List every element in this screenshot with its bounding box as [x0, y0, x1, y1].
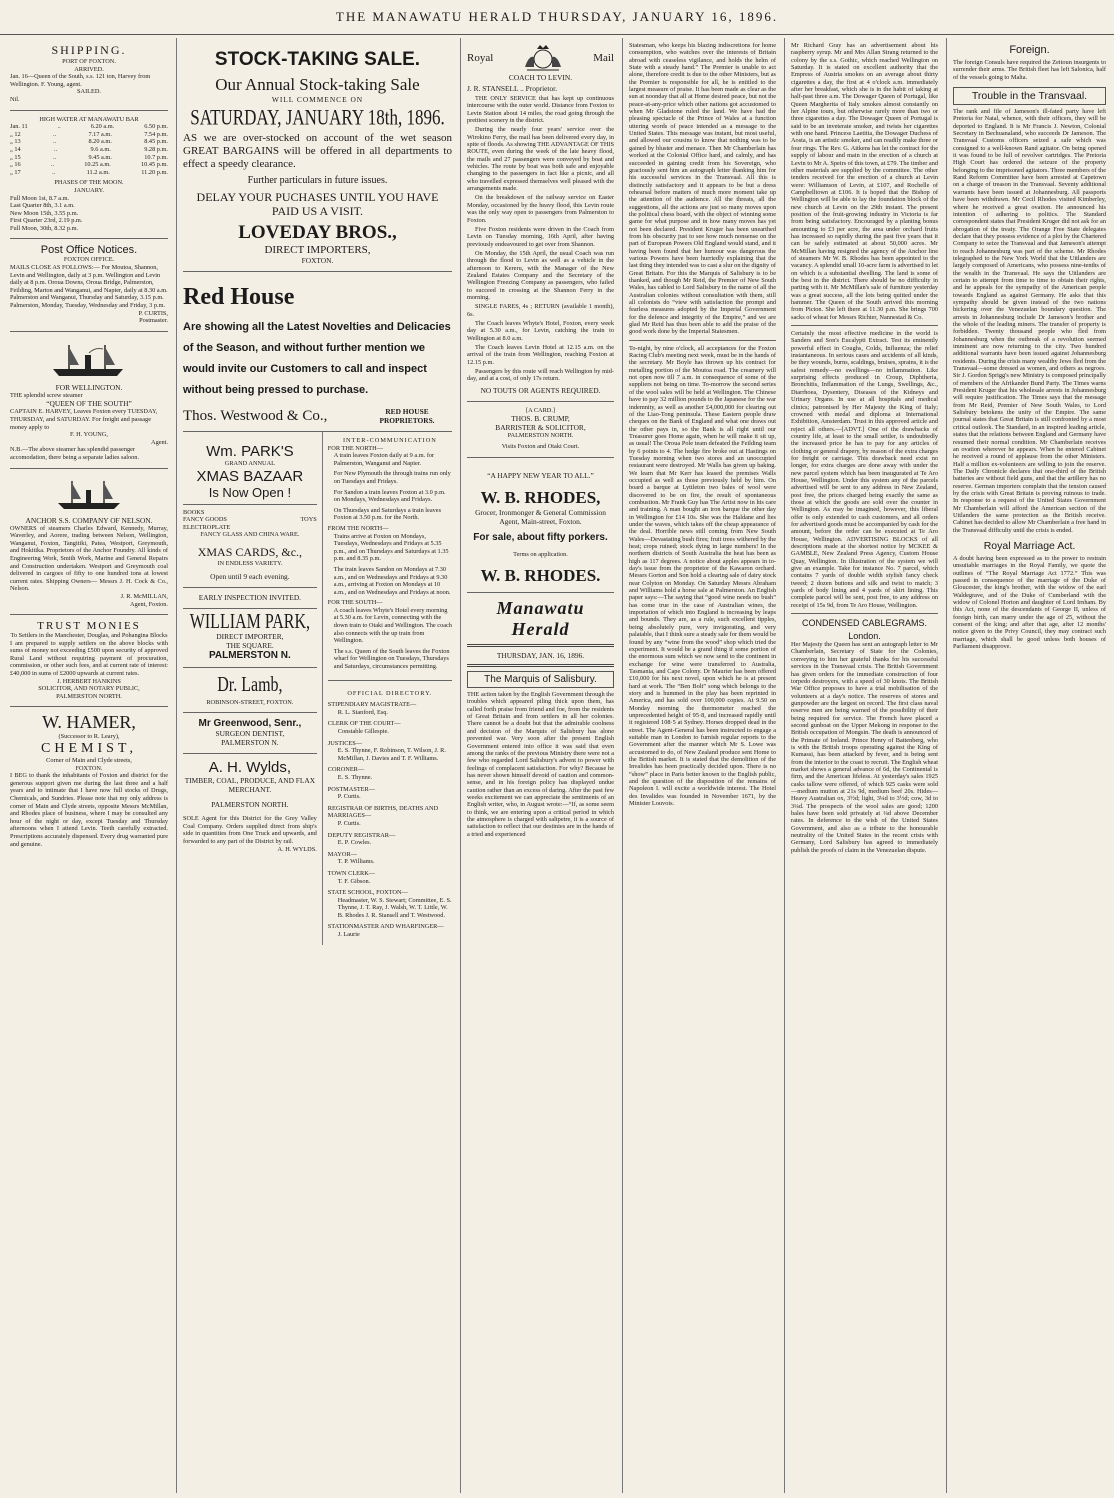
park-toys: TOYS	[300, 516, 317, 524]
park-name: Wm. PARK'S	[206, 443, 294, 460]
marquis-text: THE action taken by the English Government through the troubles which appeared piling thick upon them, has called forth praise from friend and foe, from the residents of Great Britain and from settlers in all her colonies. There cannot be a doubt but that the admirable coolness and decision of the Marquis of Salisbury has alone prevented war. Very soon after the present English Government entered into office it was said that even among the ranks of the previous Ministry there were not a few who regarded Lord Salisbury's advent to power with feelings of complacent satisfaction. For why? Because he has never shown himself devoid of caution and common-sense, and in his foreign policy has displayed undue caution rather than an excess of daring. After the past few weeks excitement we can appreciate the sentiments of an English writer, who, in August wrote:—“If, as some seem to think, we are entering upon a critical period in which the atmosphere is charged with saltpetre, it is a source of satisfaction to reflect that our destinies are in the hands of a tried and experienced	[467, 691, 614, 838]
tide-pm: 9.28 p.m.	[144, 145, 168, 153]
trust-title: TRUST MONIES	[37, 620, 141, 633]
wellington-ship: “QUEEN OF THE SOUTH”	[46, 399, 132, 409]
local-news: To-night, by nine o'clock, all acceptances for the Foxton Racing Club's meeting next week, must be in the hands of the secretary. Mr Boyle has thrown up his contract for metalling portion of the Moutoa road. The creamery will not open now till 7 a.m. in consequence of some of the suppliers not being on time. To-morrow the second series of the wool sales will be held at Wellington. The Chinese have to pay 32 million pounds to the Japanese for the war indemnity, as well as another £4,000,000 for clearing out of the Liao-Tong peninsula. These Eastern people draw cheques on the Bank of England and what one draws out the other pays in, so the Bank is all right until our Treasurer goes Home again, when he will make it sit up, as usual! The Oroua Pole team defeated the Feilding team by 6 points to 4. The hedge fire broke out at Hastings on Tuesday morning when two stores and an unoccupied restaurant were destroyed. Mr Walls has given up baking. We learn that Mr Kerr has leased the premises Walls occupied as well as those previously held by him. On board a barque at Lyttleton two bales of wool were discovered to be on fire, the result of spontaneous combustion. Mr Frank Guy has The Artist now in his care and training. A man bought an iron barque the other day in Wellington for £14 10s. She was the Haldane and lies under the waves, which takes off the cheap appearance of the deal. Horrible news still coming from New South Wales—Devastating bush fires; fruit trees withered by the heat; crops ruined; stock dying in large numbers! In the northern districts of South Australia the heat has been as high as 117 degrees. A notice about apples appears in to-day's issue from the proprietor of the Kawaron orchard. Messrs Gorton and Son hold a clearing sale of dairy stock near Colyton on Monday. On Saturday Messrs Abraham and Williams hold a horse sale at Palmerston. An English paper says:—The saying that “good wine needs no bush” has come true in the case of Australian wines, the importation of which into England is increasing by leaps and bounds. They are, as a rule, such excellent tipples, being absolutely pure, very invigorating, and very palatable, that I think sure a steady sale for them would be found by any “wine from the wood” shop which tried the experiment. It would be a grand thing if some portion of the enormous sum which we now send to the continent in exchange for wine were transferred to Australia, Tasmania, and Cape Colony. Dr Maurier has been offered £10,000 for his next novel, upon which he is at present hard at work. The “Ben Bolt” song which belongs to the story and is hummed in the play has been reprinted in America, and has sold over 100,000 copies. At 9.50 on Monday morning the thermometer reached the unprecedented height of 95·8, and increased rapidly until it registered 108·5 at Sydney. Horses dropped dead in the street. The Agent-General has been instructed to engage a suitable man in London to furnish regular reports to the Government after the manner which Mr S. Lowe was accustomed to do, of New Zealand produce sent Home to the British market. It is stated that the demolition of the Invalides has been practically decided upon. There is no “show” place in Paris better known to the English public, and the question of the disposition of the remains of Napoleon I. will excite a worldwide interest. The Hotel des Invalides was founded in November 1671, by the Minister Louvois.	[629, 344, 776, 808]
inter-south-label: FOR THE SOUTH—	[327, 599, 383, 607]
inter-item: A coach leaves Whyte's Hotel every morning at 5.30 a.m. for Levin, connecting with the down train to Otaki and Wellington. The coach also connects with the up train from Wellington.	[333, 606, 452, 645]
wellington-agent-role: Agent.	[151, 438, 168, 446]
tide-am: 9.45 a.m.	[88, 153, 112, 161]
wpark-town: PALMERSTON N.	[208, 649, 291, 661]
greenwood-town: PALMERSTON N.	[221, 738, 279, 748]
hamer-sub: (Successor to R. Leary),	[58, 733, 120, 741]
moon-item: Last Quarter 8th, 3.1 a.m.	[10, 202, 75, 210]
official-list	[328, 701, 452, 938]
tide-day: „ 14	[10, 145, 21, 153]
wpark-name: WILLIAM PARK,	[189, 610, 311, 633]
cable-title: CONDENSED CABLEGRAMS.	[801, 618, 928, 629]
royal-mail-ad	[467, 38, 614, 402]
tide-dots: ..	[57, 123, 61, 131]
tide-row	[10, 154, 168, 162]
tide-dots: ..	[50, 161, 55, 169]
tide-row	[10, 161, 168, 169]
inter-item: The s.s. Queen of the South leaves the Foxton wharf for Wellington on Tuesdays, Thursdays and Saturdays, circumstances permitting.	[333, 647, 450, 671]
stock-text: AS we are over-stocked on account of the wet season GREAT BARGAINS will be offered in all departments to effect a speedy clearance.	[183, 132, 452, 170]
foreign-title: Foreign.	[1009, 44, 1050, 56]
trouble-title: Trouble in the Transvaal.	[953, 87, 1106, 105]
official-role: STIPENDIARY MAGISTRATE—	[327, 701, 417, 709]
tide-pm: 6.50 p.m.	[144, 123, 168, 131]
crump-ad	[467, 402, 614, 458]
park-glass: FANCY GLASS AND CHINA WARE.	[200, 531, 300, 539]
moon-item: Full Moon 1st, 8.7 a.m.	[10, 194, 70, 202]
post-title: Post Office Notices.	[40, 244, 138, 257]
tide-pm: 8.45 p.m.	[144, 138, 168, 146]
trust-text: I am prepared to supply settlers on the above blocks with sums of money not exceeding £500 upon security of approved Rural Land without requiring payment of procuration, commission, or other such fees, and at current rate of interest: £40,000 in sums of £2000 upwards at current rates.	[10, 639, 168, 678]
stock-sub: Our Annual Stock-taking Sale	[215, 75, 420, 94]
inter-north-label: FOR THE NORTH—	[327, 444, 383, 452]
anchor-role: Agent, Foxton.	[130, 600, 168, 608]
official-directory	[328, 681, 452, 945]
official-holder: P. Curtis.	[337, 793, 361, 801]
moon-title: PHASES OF THE MOON.	[54, 179, 124, 187]
post-office: FOXTON OFFICE.	[63, 256, 115, 264]
shipping-title: SHIPPING.	[51, 43, 127, 57]
official-role: POSTMASTER—	[327, 785, 376, 793]
inter-item: Trains arrive at Foxton on Mondays, Tuesdays, Wednesdays and Fridays at 5.35 p.m., and on Thursdays and Saturdays at 1.35 p.m. and 8.35 p.m.	[333, 532, 449, 563]
park-cards: XMAS CARDS, &c.,	[197, 544, 303, 559]
official-holder: E. S. Thynne.	[337, 773, 373, 781]
anchor-title: ANCHOR S.S. COMPANY OF NELSON.	[25, 515, 153, 525]
tide-title: HIGH WATER AT MANAWATU BAR	[39, 115, 139, 123]
wellington-agent: F. H. YOUNG,	[70, 431, 108, 439]
inter-item: A train leaves Foxton daily at 9 a.m. for Palmerston, Wanganui and Napier.	[333, 452, 435, 467]
wellington-text: THE splendid screw steamer	[10, 391, 83, 399]
arrived-label: ARRIVED.	[74, 65, 104, 73]
official-holder: Constable Gillespie.	[337, 728, 389, 735]
wellington-title: FOR WELLINGTON.	[55, 382, 123, 392]
tide-day: „ 17	[10, 168, 21, 176]
coach-paragraph: Passengers by this route will reach Wellington by mid-day, and at a cost, of only 17s return.	[467, 368, 614, 383]
crump-visits: Visits Foxton and Otaki Court.	[501, 442, 580, 450]
porkers-text: For sale, about fifty porkers.	[473, 531, 608, 543]
anchor-text: OWNERS of steamers Charles Edward, Kennedy, Murray, Waverley, and Aorere, trading between Nelson, Wellington, Wanganui, Foxton, Tangitiki, Patea, Westport, Greymouth, and Hokitika. Proprietors of the Anchor Foundry. All kinds of Engineering Work, Smith Work, Marine and General Repairs and Construction undertaken. Westport and Greymouth coal delivered in cargoes of fifty to one hundred tons at lowest current rates. Shipping Owners— Messrs J. H. Cock & Co., Nelson.	[10, 524, 168, 593]
official-role: STATE SCHOOL, FOXTON—	[327, 889, 408, 897]
coach-paragraph: The Coach leaves Whyte's Hotel, Foxton, every week day at 5.30 a.m., for Levin, catching the train to Wellington at 8.0 a.m.	[467, 319, 614, 342]
red-house-text: Are showing all the Latest Novelties and Delicacies of the Season, and without further mention we would invite our Customers to call and inspect without being pressed to purchase.	[183, 321, 451, 396]
official-title: OFFICIAL DIRECTORY.	[347, 689, 433, 697]
trust-sign: J. HERBERT HANKINS	[57, 677, 121, 685]
stock-delay: DELAY YOUR PUCHASES UNTIL YOU HAVE PAID US A VISIT.	[196, 190, 439, 218]
tide-dots: ..	[52, 130, 57, 138]
rhodes-name: W. B. RHODES,	[480, 487, 601, 507]
official-holder: E. P. Cowles.	[337, 839, 372, 847]
marriage-title: Royal Marriage Act.	[983, 539, 1076, 552]
lamb-name: Dr. Lamb,	[217, 673, 283, 696]
official-role: CLERK OF THE COURT—	[327, 720, 401, 728]
tide-pm: 7.54 p.m.	[144, 130, 168, 138]
sailed-text: Nil.	[10, 95, 20, 103]
column-6	[946, 38, 1112, 1493]
tide-row	[10, 138, 168, 146]
newspaper-masthead: THE MANAWATU HERALD THURSDAY, JANUARY 16, 1896.	[0, 0, 1114, 35]
park-early: EARLY INSPECTION INVITED.	[183, 588, 317, 609]
red-house-firm-right: RED HOUSE PROPRIETORS.	[379, 407, 435, 425]
inter-item: On Thursdays and Saturdays a train leaves Foxton at 3.50 p.m. for the North.	[333, 506, 442, 522]
tide-day: Jan. 11	[10, 123, 28, 131]
official-role: REGISTRAR OF BIRTHS, DEATHS AND MARRIAGES—	[327, 804, 439, 820]
editorial-continued: Statesman, who keeps his blazing indiscretions for home consumption, who watches over the interests of Britain abroad with ceaseless vigilance, and holds the helm of State with a steady hand.” The Premier is unable to act alone, therefore credit is due to the other Ministers, but as the Premier is responsible for all, he is entitled to the largest measure of praise. It has been made as clear as the sun at noonday that all at Home desired peace, but not the peace-at-any-price which other nations got accustomed to when Mr Gladstone ruled the land. We have had the pleasing spectacle of the Prince of Wales at a function uttering words of peace intended as a message to the United States. This message was instant, but most useful, and allowed our cousins to know that nothing was to be gained by bluster and menace. Then Mr Chamberlain has worked at the Colonial Office hard, and calmly, and has succeeded in gaining credit from his Sovereign, who graciously sent him an autograph letter thanking him for his successful services in the Transvaal. All this is distinctly satisfactory and it appears to be but a dress rehearsal before matters of much more moment take up the attention of the audience. All the threats, all the suggestions, all the actions are just so many moves upon the political chess board, with the object of winning some game for what purpose and in how many moves has yet not been declared. President Kruger has been unearthed from his obscurity just to see how much nonsense on the part of European Powers Old England would stand, and it having been found that her humour was dangerous the various Powers have been hurriedly explaining that the last thing they intended was to cast a slur on the dignity of Great Britain. For this the Marquis of Salisbury is to be thanked, and though Mr Reid, the Premier of New South Wales, has cabled to Lord Salisbury in the name of all the Australian colonies without consultation with them, still all colonists do “view with satisfaction the prompt and fearless measures adopted by the Imperial Government for the defence and integrity of the Empire,” and we are glad Mr Reid has thus been able to add the praise of the good work done by the Imperial Statesmen.	[629, 42, 776, 336]
stock-date: SATURDAY, JANUARY 18th, 1896.	[190, 105, 445, 130]
wylds-name: A. H. Wylds,	[208, 759, 292, 777]
crump-name: THOS. B. CRUMP,	[511, 414, 570, 424]
greenwood-name: Mr Greenwood, Senr.,	[198, 718, 302, 730]
park-fancy: FANCY GOODS	[183, 516, 227, 524]
greenwood-ad	[183, 713, 317, 754]
terms-text: Terms on application.	[513, 550, 568, 558]
official-role: DEPUTY REGISTRAR—	[327, 831, 396, 839]
marriage-text: A doubt having been expressed as to the power to restrain unsuitable marriages in the Royal Family, we quote the outlines of “The Royal Marriage Act 1772.” This was passed in consequence of the marriage of the Duke of Gloucester, the king's brother, with the widow of the earl Waldegrave, and of the Duke of Cumberland with the widow of Colonel Horton and daughter of Lord Irnham. By this Act, none of the descendants of George II, unless of foreign birth, can marry under the age of 25, without the consent of the king; and after that age, after 12 months' notice given to the Privy Council, they may contract such marriage, which shall be good unless both houses of Parliament disapprove.	[953, 554, 1106, 651]
william-park-ad	[183, 609, 317, 668]
wpark-square: THE SQUARE.	[226, 640, 274, 650]
official-role: MAYOR—	[327, 850, 357, 858]
wylds-text: SOLE Agent for this District for the Grey Valley Coal Company. Orders supplied direct from ship's side in quantities from One Truck and upwards, and forwarded to any part of the District by rail.	[183, 815, 317, 845]
steamship-icon	[49, 341, 129, 379]
card-label: [A CARD.]	[525, 406, 556, 414]
official-holder: E. S. Thynne, F. Robinson, T. Wilson, J. R. McMillan, J. Davies and T. F. Williams.	[337, 747, 446, 762]
stock-firm-sub: DIRECT IMPORTERS,	[264, 244, 371, 256]
tide-row	[10, 169, 168, 177]
tide-day: „ 13	[10, 138, 21, 146]
anchor-section	[10, 469, 168, 616]
cable-text: Her Majesty the Queen has sent an autograph letter to Mr Chamberlain, Secretary of State for the Colonies, conveying to him her grateful thanks for his successful services in the Transvaal crisis. The British Government has given orders for the immediate construction of four torpedo destroyers, with a speed of 30 knots. The British War Office proposes to have a trial mobilisation of the volunteers at a day's notice. The reserves of stores and gunpowder are the largest on record. The first class naval reserve men are being warned of the possibility of their being required for service. The French have placed a second gunboat on the Upper Mekong in response to the British occupation of Mongsin. The death is announced of the Primate of Ireland. Prince Henry of Battenberg, who is with the British troops operating against the King of Kumassi, has been attacked by fever, and is being sent from the interior to the coast to recruit. The English wheat market shows a general advance of 6d, the Continental is firm, and the American lifeless. At yesterday's sales 1925 casks tallow were offered, of which 925 casks were sold—medium mutton at 21s 9d, medium beef 20s. Hides—Heavy Australian ox, 3½d; light, 3¼d to 3½d; cow, 3d to 3¼d. The prospects of the wool sales are good; 1200 bales have been sold privately at ¼d above December rates. In deference to the wish of the United States Government, and also as a tribute to the honourable neutrality of the United States in the recent crisis with Germany, Lord Salisbury has agreed to immediately publish the proofs of claim in the Venezuelan dispute.	[791, 641, 938, 854]
trust-monies-section	[10, 615, 168, 707]
wellington-nb: N.B.—The above steamer has splendid passenger accomodation, there being a separate ladies saloon.	[10, 446, 140, 461]
post-text: MAILS CLOSE AS FOLLOWS:— For Moutoa, Shannon, Levin and Wellington, daily at 3 p.m. Wellington and Levin daily at 8 p.m. Oroua Downs, Oroua Bridge, Palmerston, Feilding, Marton and Wanganui, and Napier, daily at 8.30 a.m. Palmerston and Wanganui, Thursday and Saturday, 3.15 p.m. Palmerston, Monday, Tuesday, Wednesday and Friday, 3 p.m.	[10, 264, 168, 310]
park-books: BOOKS	[183, 508, 205, 516]
editorial-section	[467, 593, 614, 844]
moon-month: JANUARY.	[74, 186, 104, 194]
wellington-section	[10, 332, 168, 469]
tide-day: „ 16	[10, 161, 21, 169]
tide-pm: 10.7 p.m.	[144, 153, 168, 161]
no-touts: NO TOUTS OR AGENTS REQUIRED.	[480, 385, 601, 395]
lamb-address: ROBINSON-STREET, FOXTON.	[206, 698, 294, 706]
column-5	[784, 38, 944, 1493]
tide-day: „ 15	[10, 153, 21, 161]
hamer-address: Corner of Main and Clyde streets,	[46, 757, 132, 765]
royal-right: Mail	[593, 52, 614, 64]
coach-paragraph: During the nearly four years' service over the Wirokino Ferry, the mail has been delivered every day, in spite of floods. As showing THE ADVANTAGE OF THIS ROUTE, even during the week of the late heavy flood, the mails and 27 passengers were conveyed by boat and vehicles. The route by boat was both safe and enjoyable changing to the passengers in fact like a picnic, and all who travelled expressed themselves well pleased with the arrangements made.	[467, 126, 614, 193]
newyear-text: “A HAPPY NEW YEAR TO ALL.”	[487, 470, 594, 480]
marquis-title: The Marquis of Salisbury.	[467, 671, 614, 688]
hamer-town: FOXTON.	[75, 764, 103, 772]
official-holder: R. L. Stanford, Esq.	[337, 708, 388, 716]
stock-commence: WILL COMMENCE ON	[271, 95, 364, 104]
inter-south-list	[328, 607, 452, 671]
arrived-text: Jan. 16—Queen of the South, s.s. 121 ton, Harvey from Wellington. F. Young, agent.	[10, 73, 151, 88]
hamer-trade: CHEMIST,	[41, 741, 137, 757]
greenwood-sub: SURGEON DENTIST,	[215, 729, 285, 739]
park-sub: GRAND ANNUAL	[224, 460, 275, 467]
park-bazaar-ad	[183, 432, 317, 588]
official-holder: J. Laurie	[337, 931, 360, 939]
official-holder: T. P. Williams.	[337, 858, 375, 866]
coach-paragraph: THE ONLY SERVICE that has kept up continuous intercourse with the outer world. Distance from Foxton to Levin Station about 14 miles, the road going through the prettiest scenery in the district.	[467, 95, 614, 125]
inter-item: For New Plymouth the through trains run only on Tuesdays and Fridays.	[333, 470, 451, 485]
cable-place: London.	[848, 631, 881, 642]
tide-dots: ..	[52, 168, 56, 176]
red-house-firm: Thos. Westwood & Co.,	[183, 407, 328, 424]
tide-pm: 11.20 p.m.	[141, 168, 168, 176]
wpark-sub: DIRECT IMPORTER,	[216, 631, 284, 641]
wellington-body: CAPTAIN E. HARVEY, Leaves Foxton every TUESDAY, THURSDAY, and SATURDAY. For freight and passage money apply to	[10, 408, 158, 431]
rhodes-name-2: W. B. RHODES.	[480, 566, 601, 586]
stock-taking-ad	[183, 38, 452, 272]
trouble-text: The rank and file of Jameson's ill-fated party have left Pretoria for Natal, whence, with their officers, they will be deported to England. It is Mr Francis J. Newton, Colonial Secretary in Bechuanaland, who succeeds Dr Jameson. The Transvaal Customs officers seized a safe which was consigned to a well-known Rand agitator. On being opened it was found to be full of revolver cartridges. The Pretoria High Court has ordered the seizure of the property belonging to the imprisoned agitators. Three members of the Rand Reform Committee have been arrested at Capetown on a charge of treason in the Transvaal. Seventy additional warrants have been issued at Johannesburg. All passports have been withdrawn. Mr Cecil Rhodes visited Kimberley, where he received a great ovation. He announced his intention of adhering to politics. The Standard correspondent states that President Kruger did not ask for an abrogation of the treaty. The Orange Free State delegates declare that they possess evidence of a plot by the Chartered Company to seize the Transvaal and that Jameson's attempt to reach Johannesburg was part of the scheme. Mr Rhodes telegraphed to the New York World that the Uitlanders are largely composed of Americans, who possess nine-tenths of the wealth in the Transvaal. He says the Uitlanders are certain to attempt from time to time to obtain their rights, and he appeals for the sympathy of the American people towards England as against Germany. He asks that this sympathy should be given instead of the two nations bickering over the Venezuelan boundary question. The arrests in Johannesburg include Dr Jameson's brother and the whole of the leading miners. The transfer of property is forbidden. Twenty thousand people who fled from Johannesburg when the outbreak of a revolution seemed imminent are now returning to the city. Two hundred additional warrants have been issued against Johannesburg residents. During the crisis many wealthy Jews fled from the Transvaal—some dressed as women, and others as negroes. Sir J. Gordon Sprigg's new Ministry is composed principally of members of the Afrikander Bund Party. The Times warns President Kruger that his wholesale arrests in Johannesburg will require justification. The Times says that the message from Mr Reid, Premier of New South Wales, to Lord Salisbury betokens the unity of the Empire. The same journal states that Great Britain is still confronted by a most critical outlook. The Standard, in an inspired leading article, states that the relations between England and Germany have resumed their normal condition. Mr Chamberlain receives an ovation wherever he appears. When he entered Cabinet he received a round of applause from the other Ministers. Half a million ex-volunteers are willing to join the reserve. The Daily Chronicle declares that one-third of the British batteries are without field guns, and that the artillery has no reserve. German importers complain that the tension caused by the crisis with Great Britain is proving ruinous to trade. In response to a request of the United States Government Mr Chamberlain will afford the American section of the Uitlanders the same protection as the British receive. Cabinet has decided to allow Mr Chamberlain a free hand in the Transvaal difficulty until the crisis is ended.	[953, 108, 1106, 534]
paper-date: THURSDAY, JAN. 16, 1896.	[496, 651, 585, 661]
tide-row	[10, 146, 168, 154]
column-2	[176, 38, 458, 1493]
coach-paragraph: On the breakdown of the railway service on Easter Monday, occasioned by the heavy flood, this Levin route was the only way open to passengers from Palmerston to Foxton.	[467, 194, 614, 224]
shipping-port: PORT OF FOXTON.	[62, 58, 116, 65]
hamer-name: W. HAMER,	[42, 712, 136, 733]
park-electro: ELECTROPLATE	[183, 523, 231, 531]
tide-table	[10, 123, 168, 176]
inter-from-north-label: FROM THE NORTH—	[327, 524, 389, 532]
inter-item: The train leaves Sandon on Mondays at 7.30 a.m., and on Wednesdays and Fridays at 9.30 a.m., arriving at Foxton on Mondays at 10 a.m., and on Wednesdays and Fridays at noon.	[333, 565, 451, 596]
inter-title: INTER-COMMUNICATION	[342, 437, 437, 444]
dr-lamb-ad	[183, 668, 317, 714]
tide-dots: ..	[52, 153, 57, 161]
moon-list	[10, 195, 168, 233]
red-house-ad	[183, 272, 452, 432]
tide-section	[10, 111, 168, 240]
wylds-ad	[183, 754, 317, 859]
coach-paragraph: Five Foxton residents were driven in the Coach from Levin on Tuesday morning, 16th April, after having previously endeavoured to get over from Shannon.	[467, 225, 614, 248]
rhodes-text: Grocer, Ironmonger & General Commission Agent, Main-street, Foxton.	[475, 507, 606, 526]
column-3	[460, 38, 620, 1493]
coach-paragraph: On Monday, the 15th April, the usual Coach was run through the flood to Levin as well as a vehicle in the afternoon to Kereru, with the Manager of the New Zealand Estates Company and the Secretary of the Wellington Freezing Company as passengers, who failed to succeed in crossing at the Shannon Ferry in the morning.	[467, 249, 614, 301]
wylds-sub: TIMBER, COAL, PRODUCE, AND FLAX MERCHANT.	[184, 776, 316, 795]
tide-am: 9.6 a.m.	[90, 145, 111, 153]
column-4	[622, 38, 782, 1493]
stock-firm-town: FOXTON.	[301, 256, 334, 265]
royal-crest-icon	[521, 43, 565, 73]
royal-left: Royal	[467, 52, 494, 64]
inter-north-list	[328, 452, 452, 522]
park-bazaar: XMAS BAZAAR	[196, 467, 304, 485]
inter-item: For Sandon a train leaves Foxton at 3.0 p.m. on Mondays, Wednesdays and Fridays.	[333, 488, 446, 504]
official-role: CORONER—	[327, 766, 365, 774]
shipping-section	[10, 38, 168, 111]
official-role: STATIONMASTER AND WHARFINGER—	[327, 923, 444, 931]
park-hours: Open until 9 each evening.	[210, 571, 290, 581]
wylds-sign: A. H. WYLDS.	[277, 845, 317, 853]
stock-firm: LOVEDAY BROS.,	[238, 222, 397, 243]
coach-title: COACH TO LEVIN.	[508, 73, 573, 82]
steamship-icon	[54, 478, 124, 512]
tide-am: 8.20 a.m.	[88, 138, 112, 146]
tide-am: 7.17 a.m.	[88, 130, 112, 138]
trust-role: SOLICITOR, AND NOTARY PUBLIC,	[38, 685, 140, 693]
official-role: JUSTICES—	[327, 739, 363, 747]
foreign-text: The foreign Consuls have required the Zeitoun insurgents to surrender their arms. The British fleet has left Salonica, half of the vessels going to Malta.	[953, 59, 1106, 81]
tide-day: „ 12	[10, 130, 21, 138]
coach-paragraph: The Coach leaves Levin Hotel at 12.15 a.m. on the arrival of the train from Wellington, reaching Foxton at 12.15 p.m.	[467, 344, 614, 366]
hamer-text: I BEG to thank the inhabitants of Foxton and district for the generous support given me during the last three and a half years and to intimate that I have now full stocks of Drugs, Chemicals, and Sundries. Please note that my only address is corner of Main and Clyde streets, opposite Messrs McMillan, and Rhodes place of business, where I may be consulted any hour of the night or day, except Tuesday and Thursday afternoons when I attend Levin. Teeth carefully extracted. Prescriptions accurately dispensed. Every drug warranted pure and genuine.	[10, 772, 168, 848]
park-variety: IN ENDLESS VARIETY.	[217, 559, 283, 567]
anchor-sign: J. R. McMILLAN,	[120, 592, 168, 600]
paper-title: Manawatu Herald	[496, 598, 585, 640]
post-sign: P. CURTIS,	[138, 309, 168, 317]
coach-paragraph: SINGLE FARES, 4s ; RETURN (available 1 month), 6s.	[467, 303, 614, 318]
sailed-label: SAILED.	[77, 88, 101, 96]
advertising-news: Certainly the most effective medicine in the world is Sanders and Son's Eucalypti Extract. Test its eminently powerful effect in Coughs, Colds, Influenza; the relief instantaneous. In serious cases and accidents of all kinds, be they wounds, burns, scaldings, bruises, sprains, it is the safest remedy—no swellings—no inflammation. Like surprising effects produced in Croup, Diphtheria, Bronchitis, Inflammation of the Lungs, Swellings, &c., Diarrhoea, Dysentery, Diseases of the Kidneys and Urinary Organs. In use at all hospitals and medical clinics; patronised by Her Majesty the King of Italy; crowned with medal and diploma at International Exhibition, Amsterdam. Trust in this approved article and reject all others.—[ADVT.] One of the drawbacks of country life, at least to the small settler, is undoubtedly the increased price he has to pay for any articles of clothing or general drapery, by reason of the extra charges for freight or carriage. This drawback need exist no longer, for extra charges are done away with under the new parcel system which has been inaugurated at Te Aro House, Wellington. Under this system any of the parcels advertised will be sent to any address in New Zealand, post free, the prices charged being exactly the same as those at which the goods are sold over the counter in Wellington. As may be imagined, however, this liberal offer is only extended to cash customers, and all orders for advertised goods must be accompanied by cash for the amount, before the order can be executed at Te Aro House, Wellington. ADVERTISING BLOCKS of all descriptions made at the shortest notice by MCKEE & GAMBLE, New Zealand Press Agency, Custom House Quay, Wellington. In illustration of the system we will give an example. Take for instance No. 7 parcel, which contains 7 yards of double width stylish fancy check tweed; 2 dozen buttons and silk and twist to match; 3 yards of body lining and 4 yards of skirt lining. This complete parcel will be sent, post free, to any address on receipt of 15s 9d, from Te Aro House, Wellington.	[791, 330, 938, 609]
post-office-section	[10, 239, 168, 331]
official-holder: Headmaster, W. S. Stewart; Committee, E. S. Thynne, J. T. Ray, J. Walsh, W. T. Little, W. B. Rhodes J. R. Stansell and T. Westwood.	[337, 896, 452, 919]
coach-text	[467, 95, 614, 383]
moon-item: New Moon 15th, 3.55 p.m.	[10, 209, 79, 217]
stock-further: Further particulars in future issues.	[247, 175, 388, 186]
rhodes-ad	[467, 458, 614, 594]
trust-sub: To Settlers in the Manchester, Douglas, and Pohangina Blocks	[10, 632, 168, 640]
tide-row	[10, 123, 168, 131]
official-role: TOWN CLERK—	[327, 869, 376, 877]
inter-from-list	[328, 533, 452, 597]
stock-title: STOCK-TAKING SALE.	[214, 49, 421, 70]
wylds-town: PALMERSTON NORTH.	[211, 800, 289, 810]
official-holder: P. Curtis.	[337, 819, 361, 827]
tide-row	[10, 131, 168, 139]
inter-communication	[328, 432, 452, 681]
tide-am: 11.2 a.m.	[86, 168, 110, 176]
official-holder: T. F. Gibson.	[337, 877, 371, 885]
tide-dots: ..	[54, 145, 58, 153]
crump-town: PALMERSTON NORTH.	[507, 432, 574, 440]
tide-dots: ..	[52, 138, 57, 146]
park-open: Is Now Open !	[208, 484, 292, 500]
hamer-section	[10, 707, 168, 854]
trust-place: PALMERSTON NORTH.	[56, 692, 122, 700]
tide-am: 6.20 a.m.	[90, 123, 115, 131]
moon-item: First Quarter 23rd, 2.19 p.m.	[10, 217, 83, 225]
tide-am: 10.25 a.m.	[84, 161, 111, 169]
column-1	[4, 38, 174, 1493]
red-house-title: Red House	[183, 284, 295, 310]
moon-item: Full Moon, 30th, 8.32 p.m.	[10, 224, 79, 232]
post-role: Postmaster.	[139, 317, 168, 325]
crump-role: BARRISTER & SOLICITOR,	[495, 423, 586, 433]
tide-pm: 10.45 p.m.	[141, 161, 168, 169]
local-news-continued: Mr Richard Gray has an advertisement about his raspberry syrup. Mr and Mrs Allan Strang returned to the colony by the s.s. Gothic, which reached Wellington on Saturday. It is stated on excellent authority that the Empress of Austria smokes on an average about thirty cigarettes a day, the first at 4 o'clock a.m. immediately after her breakfast, which she is in the habit of taking at half-past three a.m. The Dowager Queen of Portugal, like Queen Margherita of Italy smokes almost constantly on her Alpine tours, but otherwise rarely more than two or three cigarettes a day. The Dowager Queen of Portugal is said to be an inveterate smoker, and twists her cigarettes with one hand. Princess Laetitia, the Dowager Duchess of Aosta, is an artistic smoker, and can readily make three or four rings. The Rev. G. Aitkens has let the contract for the supply of labour and main in the erection of a church at Levin to Mr A. Speirs of this town, at £79. The timber and other materials are supplied by the committee. The other tenders received for the erection of a church at Levin were: Williamson of Levin, at £107, and Rochelle of Campbelltown at £106. It is hoped that the Bishop of Wellington will be able to lay the foundation block of the new church at Levin on the 29th instant. The present position of the fruit-growing industry in Victoria is far from being satisfactory. Encouraged by a planting bonus amounting to £3 per acre, the area under orchard fruits has increased so rapidly during the past five years that it can be safely estimated at about 50,000 acres. Mr McMillan having resigned the agency of the Anchor line of steamers Mr W. B. Rhodes has been appointed to the vacancy. A splendid small 10-acre farm is advertised to let on which is a substantial dwelling. The land is some of the best in the district. There should be no difficulty in parting with it. Mr McMillan's sale of furniture yesterday was a great success, all the lots being quitted under the hammer. The Queen of the South arrived this morning from Picton. She left there at 11.30 p.m. She brings 700 sacks of wheat for Messrs Richter, Nannestad & Co.	[791, 42, 938, 321]
coach-proprietor: J. R. STANSELL .. Proprietor.	[467, 84, 558, 93]
